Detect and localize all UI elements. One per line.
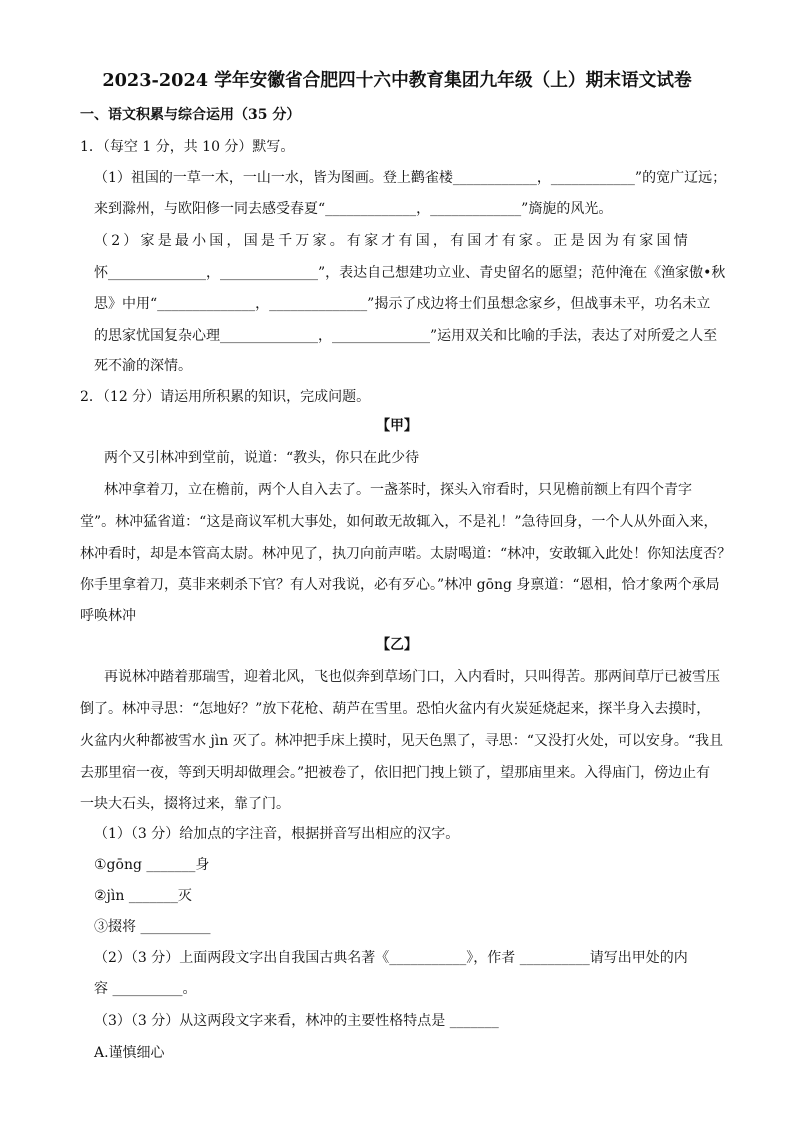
subquestion-1-item-a: ①gōng _______身 <box>94 857 210 873</box>
passage-jia-line: 堂”。林冲猛省道：“这是商议军机大事处，如何敢无故辄入，不是礼！”急待回身，一个人从外面入来， <box>80 514 718 530</box>
question-1-part1-line2: 来到滁州，与欧阳修一同去感受春夏“_____________，_____________”旖旎的风光。 <box>94 201 613 217</box>
passage-jia-line: 呼唤林冲 <box>80 608 136 624</box>
passage-yi-line: 火盆内火种都被雪水 jìn 灭了。林冲把手床上摸时，见天色黑了，寻思：“又没打火处，可以安身。“我且 <box>80 733 724 749</box>
question-1-header: 1．（每空 1 分，共 10 分）默写。 <box>80 139 295 155</box>
passage-yi-line: 倒了。林冲寻思：“怎地好？”放下花枪、葫芦在雪里。恐怕火盆内有火炭延烧起来，探半身入去摸时， <box>80 701 711 717</box>
question-1-part2-line4: 的思家忧国复杂心理______________，______________”运用双关和比喻的手法，表达了对所爱之人至 <box>94 328 718 344</box>
question-1-part2-line3: 思》中用“______________，______________”揭示了戍边将士们虽想念家乡，但战事未平，功名未立 <box>94 296 711 312</box>
subquestion-2-line1: （2）（3 分）上面两段文字出自我国古典名著《___________》，作者 __________请写出甲处的内 <box>94 950 688 966</box>
passage-yi-label: 【乙】 <box>376 637 418 653</box>
subquestion-2-line2: 容 __________。 <box>94 981 197 997</box>
question-2-header: 2．（12 分）请运用所积累的知识，完成问题。 <box>80 389 371 405</box>
question-1-part1-line1: （1）祖国的一草一木，一山一水，皆为图画。登上鹳雀楼____________，____________”的宽广辽远； <box>94 170 727 186</box>
subquestion-3: （3）（3 分）从这两段文字来看，林冲的主要性格特点是 _______ <box>94 1013 499 1029</box>
question-1-part2-line2: 怀______________，______________”，表达自己想建功立业、青史留名的愿望；范仲淹在《渔家傲•秋 <box>94 265 726 281</box>
subquestion-1-item-c: ③掇将 __________ <box>94 919 211 935</box>
page-title: 2023-2024 学年安徽省合肥四十六中教育集团九年级（上）期末语文试卷 <box>102 70 692 91</box>
passage-jia-line: 你手里拿着刀，莫非来刺杀下官？有人对我说，必有歹心。”林冲 gōng 身禀道：“恩相，恰才象两个承局 <box>80 577 720 593</box>
question-1-part2-line5: 死不渝的深情。 <box>94 358 192 374</box>
passage-yi-line: 去那里宿一夜，等到天明却做理会。”把被卷了，依旧把门拽上锁了，望那庙里来。入得庙门，傍边止有 <box>80 765 711 781</box>
passage-jia-line: 两个又引林冲到堂前，说道：“教头，你只在此少待 <box>104 450 420 466</box>
question-1-part2-line1: （2）家是最小国，国是千万家。有家才有国，有国才有家。正是因为有家国情 <box>94 233 691 249</box>
subquestion-1-item-b: ②jìn _______灭 <box>94 888 192 904</box>
passage-jia-line: 林冲拿着刀，立在檐前，两个人自入去了。一盏茶时，探头入帘看时，只见檐前额上有四个青字 <box>104 482 692 498</box>
option-a: A.谨慎细心 <box>94 1045 165 1061</box>
passage-yi-line: 再说林冲踏着那瑞雪，迎着北风，飞也似奔到草场门口，入内看时，只叫得苦。那两间草厅已被雪压 <box>104 669 720 685</box>
passage-jia-line: 林冲看时，却是本管高太尉。林冲见了，执刀向前声喏。太尉喝道：“林冲，安敢辄入此处！你知法度否？ <box>80 546 732 562</box>
passage-yi-line: 一块大石头，掇将过来，靠了门。 <box>80 796 290 812</box>
passage-jia-label: 【甲】 <box>376 418 418 434</box>
subquestion-1: （1）（3 分）给加点的字注音，根据拼音写出相应的汉字。 <box>94 826 460 842</box>
section-heading: 一、语文积累与综合运用（35 分） <box>80 107 301 123</box>
